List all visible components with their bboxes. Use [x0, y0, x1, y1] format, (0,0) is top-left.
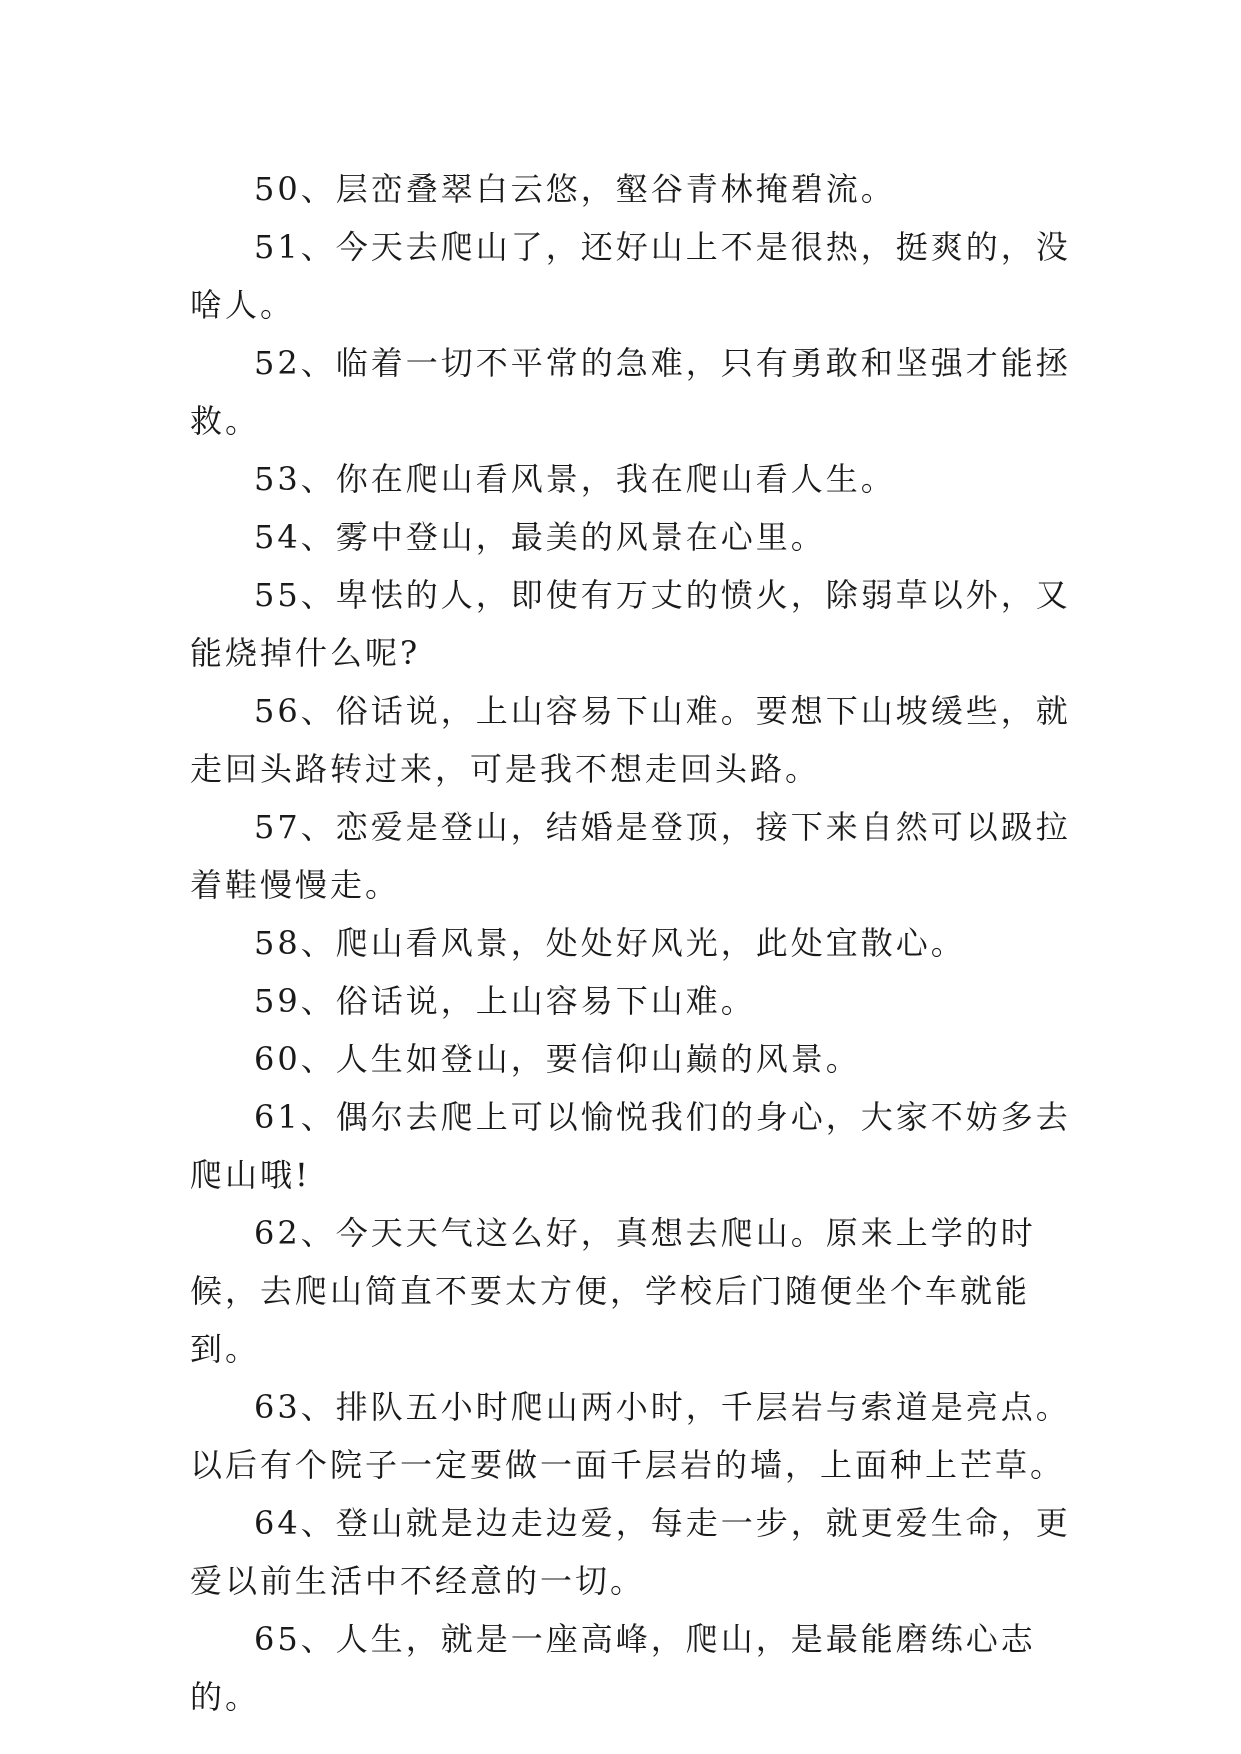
paragraph-55: 55、卑怯的人，即使有万丈的愤火，除弱草以外，又能烧掉什么呢? [190, 576, 1071, 672]
paragraph-51: 51、今天去爬山了，还好山上不是很热，挺爽的，没啥人。 [190, 228, 1071, 324]
paragraph-53: 53、你在爬山看风景，我在爬山看人生。 [254, 460, 896, 498]
paragraph-54: 54、雾中登山，最美的风景在心里。 [254, 518, 826, 556]
paragraph-64: 64、登山就是边走边爱，每走一步，就更爱生命，更爱以前生活中不经意的一切。 [190, 1504, 1071, 1600]
paragraph-59: 59、俗话说，上山容易下山难。 [254, 982, 756, 1020]
paragraph-61: 61、偶尔去爬上可以愉悦我们的身心，大家不妨多去爬山哦! [190, 1098, 1071, 1194]
paragraph-57: 57、恋爱是登山，结婚是登顶，接下来自然可以趿拉着鞋慢慢走。 [190, 808, 1071, 904]
paragraph-63: 63、排队五小时爬山两小时，千层岩与索道是亮点。以后有个院子一定要做一面千层岩的墙，上面种上芒草。 [190, 1388, 1071, 1484]
paragraph-50: 50、层峦叠翠白云悠，壑谷青林掩碧流。 [254, 170, 896, 208]
paragraph-58: 58、爬山看风景，处处好风光，此处宜散心。 [254, 924, 966, 962]
paragraph-65: 65、人生，就是一座高峰，爬山，是最能磨练心志的。 [190, 1620, 1036, 1716]
paragraph-60: 60、人生如登山，要信仰山巅的风景。 [254, 1040, 861, 1078]
paragraph-56: 56、俗话说，上山容易下山难。要想下山坡缓些，就走回头路转过来，可是我不想走回头路。 [190, 692, 1071, 788]
document-body [190, 160, 1090, 1726]
paragraph-62: 62、今天天气这么好，真想去爬山。原来上学的时候，去爬山简直不要太方便，学校后门随便坐个车就能到。 [190, 1214, 1036, 1368]
paragraph-52: 52、临着一切不平常的急难，只有勇敢和坚强才能拯救。 [190, 344, 1071, 440]
